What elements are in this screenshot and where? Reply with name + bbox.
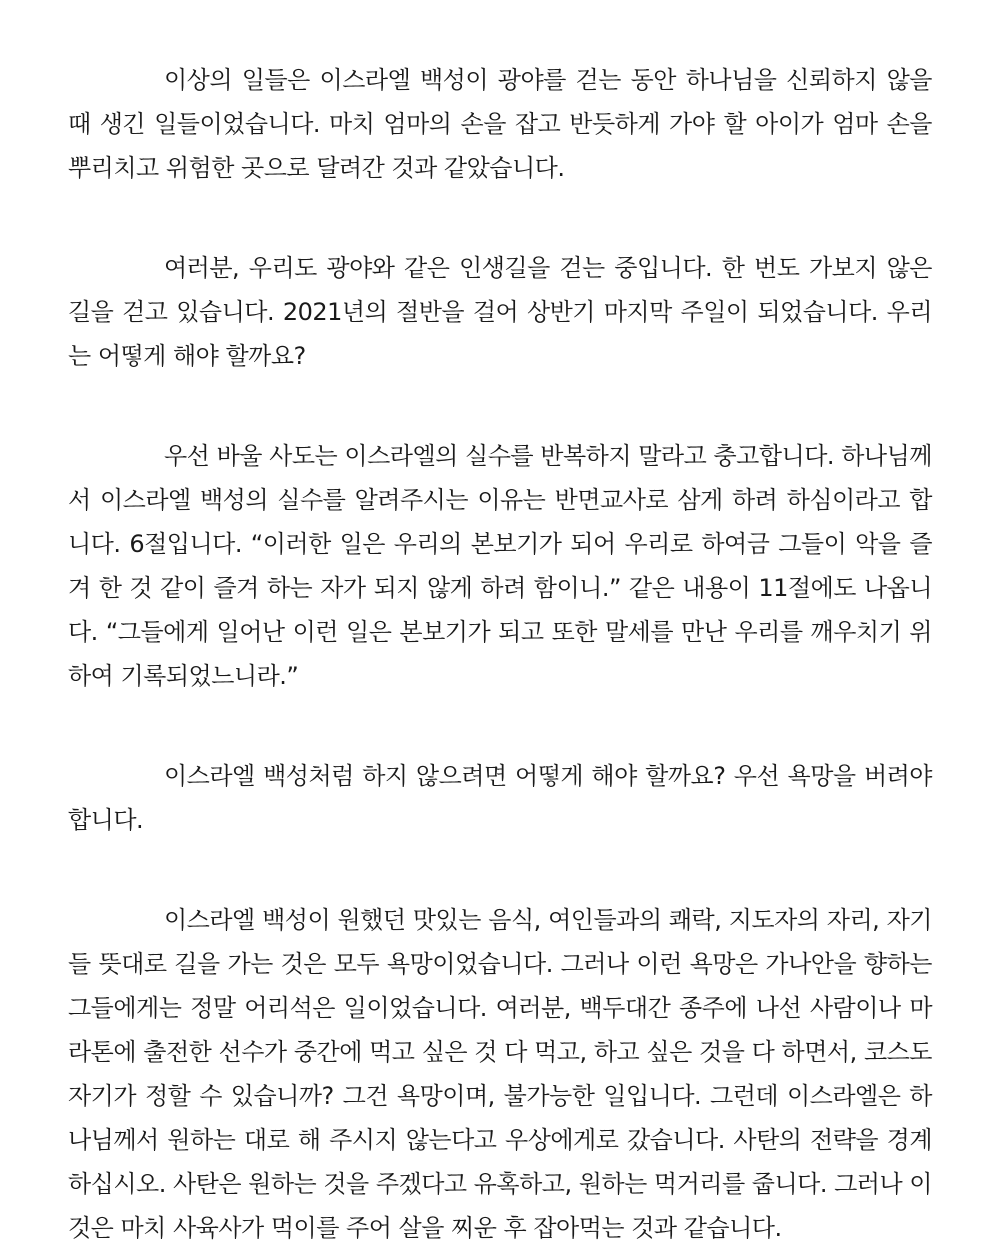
paragraph-gap bbox=[68, 378, 932, 434]
paragraph-5: 이스라엘 백성이 원했던 맛있는 음식, 여인들과의 쾌락, 지도자의 자리, 자기들 뜻대로 길을 가는 것은 모두 욕망이었습니다. 그러나 이런 욕망은 가나안을 향하는 그들에게는 정말 어리석은 일이었습니다. 여러분, 백두대간 종주에 나선 사람이나 마라톤에 출전한 선수가 중간에 먹고 싶은 것 다 먹고, 하고 싶은 것을 다 하면서, 코스도 자기가 정할 수 있습니까? 그건 욕망이며, 불가능한 일입니다. 그런데 이스라엘은 하나님께서 원하는 대로 해 주시지 않는다고 우상에게로 갔습니다. 사탄의 전략을 경계하십시오. 사탄은 원하는 것을 주겠다고 유혹하고, 원하는 먹거리를 줍니다. 그러나 이것은 마치 사육사가 먹이를 주어 살을 찌운 후 잡아먹는 것과 같습니다. bbox=[68, 906, 932, 1242]
paragraph-gap bbox=[68, 190, 932, 246]
document-page bbox=[68, 58, 932, 1250]
paragraph-2: 여러분, 우리도 광야와 같은 인생길을 걷는 중입니다. 한 번도 가보지 않은 길을 걷고 있습니다. 2021년의 절반을 걸어 상반기 마지막 주일이 되었습니다. 우리는 어떻게 해야 할까요? bbox=[68, 254, 932, 370]
paragraph-gap bbox=[68, 842, 932, 898]
paragraph-3: 우선 바울 사도는 이스라엘의 실수를 반복하지 말라고 충고합니다. 하나님께서 이스라엘 백성의 실수를 알려주시는 이유는 반면교사로 삼게 하려 하심이라고 합니다. 6절입니다. “이러한 일은 우리의 본보기가 되어 우리로 하여금 그들이 악을 즐겨 한 것 같이 즐겨 하는 자가 되지 않게 하려 함이니.” 같은 내용이 11절에도 나옵니다. “그들에게 일어난 이런 일은 본보기가 되고 또한 말세를 만난 우리를 깨우치기 위하여 기록되었느니라.” bbox=[68, 442, 932, 690]
paragraph-1: 이상의 일들은 이스라엘 백성이 광야를 걷는 동안 하나님을 신뢰하지 않을 때 생긴 일들이었습니다. 마치 엄마의 손을 잡고 반듯하게 가야 할 아이가 엄마 손을 뿌리치고 위험한 곳으로 달려간 것과 같았습니다. bbox=[68, 66, 932, 182]
paragraph-4: 이스라엘 백성처럼 하지 않으려면 어떻게 해야 할까요? 우선 욕망을 버려야 합니다. bbox=[68, 762, 932, 834]
paragraph-gap bbox=[68, 698, 932, 754]
